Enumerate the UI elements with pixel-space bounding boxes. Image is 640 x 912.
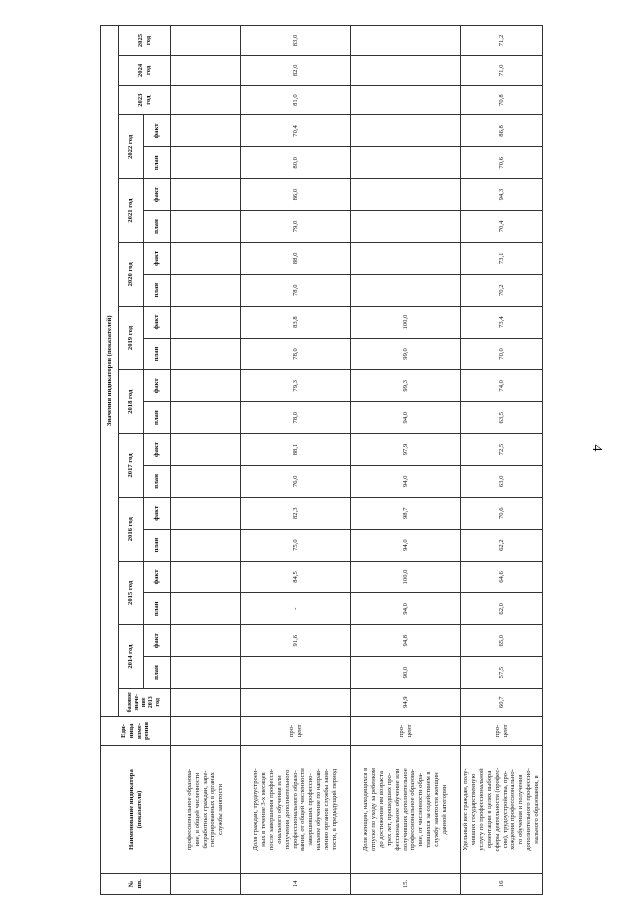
header-fact-2014: факт [144,625,171,657]
header-year-2024: 2024 год [119,56,171,86]
value-2014-fact: 65,0 [461,625,543,657]
header-num: № пп. [101,873,171,894]
value-2022-fact: 86,8 [461,115,543,147]
indicator-name: Доля граждан, трудоустроен- ных в течение 3-х месяцев после завершения професси- онального обучения или получения дополнительного профессионального образо- вания, от общей численности завершивших профессио- нальное обучение по направ- лению органов службы заня- тости, в предыдущий период [241,746,351,873]
value-2017-plan [171,465,241,497]
header-plan-2020: план [144,274,171,306]
value-2020-plan: 78,0 [241,274,351,306]
header-year-2020: 2020 год [119,242,144,306]
value-2018-fact: 99,3 [351,370,461,402]
value-2023 [351,85,461,115]
header-plan-2018: план [144,402,171,434]
header-plan-2015: план [144,593,171,625]
value-2021-plan: 79,0 [241,211,351,243]
value-2014-plan [171,657,241,689]
value-2017-fact [171,434,241,466]
value-2022-plan: 80,0 [241,147,351,179]
value-2018-plan [171,402,241,434]
header-year-2016: 2016 год [119,497,144,561]
value-2014-plan: 90,0 [351,657,461,689]
header-row-1 [101,26,119,895]
header-year-2023: 2023 год [119,85,171,115]
value-2015-fact: 64,6 [461,561,543,593]
header-year-2015: 2015 год [119,561,144,625]
value-2016-fact: 70,6 [461,497,543,529]
row-num: 14 [241,873,351,894]
value-2017-plan: 76,0 [241,465,351,497]
page-number: 4 [589,444,604,452]
value-2014-plan: 57,5 [461,657,543,689]
value-2016-plan: 62,2 [461,529,543,561]
header-fact-2019: факт [144,306,171,338]
value-2025: 83,0 [241,26,351,56]
value-2022-plan [171,147,241,179]
value-2019-fact [171,306,241,338]
value-2024: 71,0 [461,56,543,86]
header-plan-2019: план [144,338,171,370]
value-2014-fact: 94,8 [351,625,461,657]
value-2022-plan [351,147,461,179]
header-year-2025: 2025 год [119,26,171,56]
value-2025 [351,26,461,56]
indicator-name: профессиональное образова- ние, в общей численности безработных граждан, заре- гистрированных в органах службы занятости [171,746,241,873]
value-2020-fact [171,242,241,274]
header-plan-2016: план [144,529,171,561]
base-value [171,688,241,716]
value-2018-fact: 79,3 [241,370,351,402]
value-2017-fact: 72,5 [461,434,543,466]
indicator-name: Удельный вес граждан, полу- чивших государственную услугу по профессиональной ориентации в целях выбора сферы деятельности (профес- сии), трудоустройства, про- хождения профессионально- го обучения и получения дополнительного профессио- нального образования, в [461,746,543,873]
value-2022-fact [171,115,241,147]
header-plan-2014: план [144,657,171,689]
header-name: Наименование индикатора (показателя) [101,746,171,873]
header-year-2021: 2021 год [119,179,144,243]
value-2017-plan: 94,0 [351,465,461,497]
value-2020-plan [171,274,241,306]
value-2014-fact [171,625,241,657]
value-2019-plan: 99,0 [351,338,461,370]
value-2023: 70,8 [461,85,543,115]
value-2016-fact [171,497,241,529]
base-value: 94,9 [351,688,461,716]
unit-cell [171,716,241,746]
header-fact-2016: факт [144,497,171,529]
base-value [241,688,351,716]
header-year-2014: 2014 год [119,625,144,689]
value-2015-plan [171,593,241,625]
header-year-2018: 2018 год [119,370,144,434]
value-2016-plan: 75,0 [241,529,351,561]
header-plan-2021: план [144,211,171,243]
value-2019-fact: 73,4 [461,306,543,338]
indicator-name: Доля женщин, находящихся в отпуске по уходу за ребенком до достижения им возраста трех лет, прошедших про- фессиональное обучение или получивших дополнительное профессиональное образова- ние, от численности обра- тившихся за содействием в службу занятости женщин данной категории [351,746,461,873]
value-2024 [351,56,461,86]
header-fact-2022: факт [144,115,171,147]
value-2016-fact: 98,7 [351,497,461,529]
value-2020-fact [351,242,461,274]
value-2018-plan: 94,0 [351,402,461,434]
value-2018-plan: 63,5 [461,402,543,434]
value-2014-plan [241,657,351,689]
value-2015-fact: 84,5 [241,561,351,593]
value-2016-plan [171,529,241,561]
value-2017-fact: 97,9 [351,434,461,466]
value-2017-fact: 88,1 [241,434,351,466]
value-2019-plan: 78,0 [241,338,351,370]
value-2021-plan: 70,4 [461,211,543,243]
base-value: 60,7 [461,688,543,716]
value-2021-plan [351,211,461,243]
value-2020-plan: 70,2 [461,274,543,306]
header-year-2022: 2022 год [119,115,144,179]
value-2021-plan [171,211,241,243]
value-2022-fact: 70,4 [241,115,351,147]
header-values-title: Значения индикаторов (показателей) [101,26,119,717]
value-2019-plan: 70,0 [461,338,543,370]
value-2019-fact: 83,8 [241,306,351,338]
header-plan-2022: план [144,147,171,179]
value-2015-fact: 100,0 [351,561,461,593]
header-year-2019: 2019 год [119,306,144,370]
unit-cell: про- цент [351,716,461,746]
rotated-table-container [100,25,541,895]
header-unit: Еди- ница изме- рения [101,716,171,746]
value-2020-plan [351,274,461,306]
header-year-2017: 2017 год [119,434,144,498]
value-2016-fact: 82,3 [241,497,351,529]
table-row [171,26,241,895]
value-2021-fact [351,179,461,211]
value-2019-fact: 100,0 [351,306,461,338]
value-2023: 81,0 [241,85,351,115]
header-base-2013: базовое значе- ние 2013 год [119,688,171,716]
value-2015-plan: 62,0 [461,593,543,625]
row-num: 15. [351,873,461,894]
value-2018-fact [171,370,241,402]
value-2022-fact [351,115,461,147]
header-fact-2017: факт [144,434,171,466]
unit-cell: про- цент [461,716,543,746]
value-2015-plan: - [241,593,351,625]
value-2016-plan: 94,0 [351,529,461,561]
value-2018-fact: 74,0 [461,370,543,402]
unit-cell: про- цент [241,716,351,746]
value-2025 [171,26,241,56]
header-fact-2021: факт [144,179,171,211]
value-2014-fact: 91,6 [241,625,351,657]
value-2021-fact: 86,0 [241,179,351,211]
table-row [351,26,461,895]
header-plan-2017: план [144,465,171,497]
header-fact-2015: факт [144,561,171,593]
row-num [171,873,241,894]
table-row [461,26,543,895]
value-2019-plan [171,338,241,370]
value-2023 [171,85,241,115]
value-2022-plan: 70,6 [461,147,543,179]
value-2015-fact [171,561,241,593]
value-2021-fact: 94,3 [461,179,543,211]
value-2021-fact [171,179,241,211]
table-row [241,26,351,895]
value-2017-plan: 63,0 [461,465,543,497]
value-2025: 71,2 [461,26,543,56]
header-fact-2020: факт [144,242,171,274]
value-2024: 82,0 [241,56,351,86]
value-2015-plan: 94,0 [351,593,461,625]
value-2020-fact: 73,1 [461,242,543,274]
value-2020-fact: 88,0 [241,242,351,274]
value-2024 [171,56,241,86]
value-2018-plan: 78,0 [241,402,351,434]
header-fact-2018: факт [144,370,171,402]
indicators-table [100,25,543,895]
row-num: 16 [461,873,543,894]
